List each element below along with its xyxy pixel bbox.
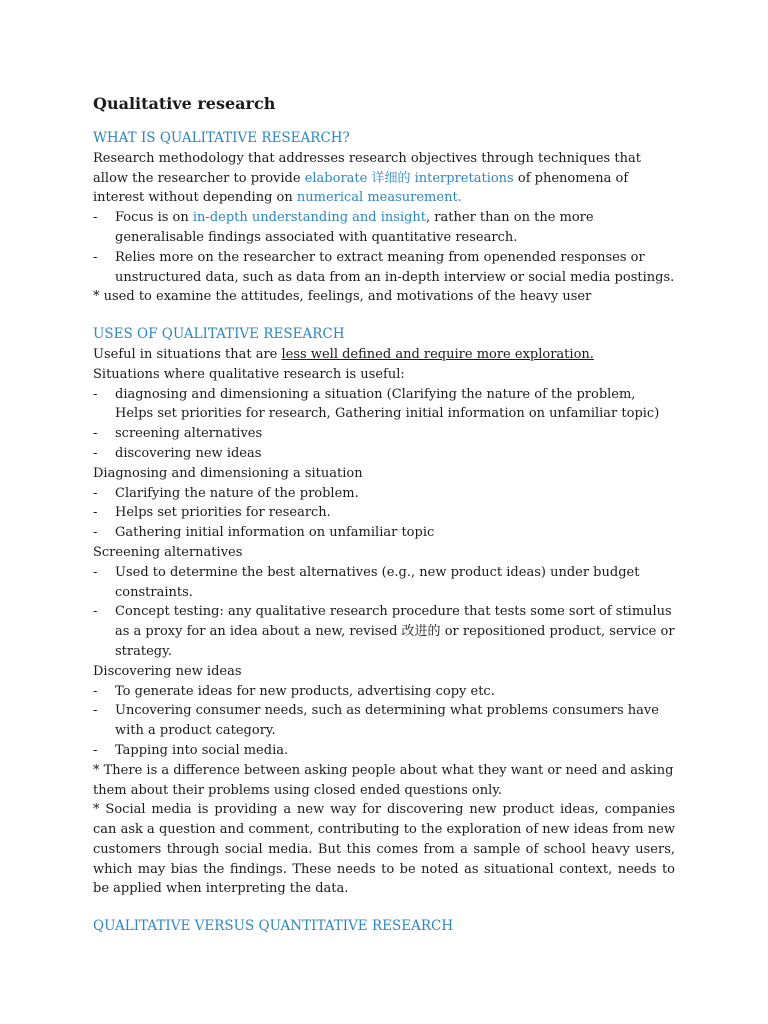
list-item <box>93 248 675 288</box>
list-item-text: To generate ideas for new products, advertising copy etc. <box>115 683 495 699</box>
situations-label: Situations where qualitative research is useful: <box>93 366 405 382</box>
uses-note-2: * Social media is providing a new way for discovering new product ideas, companies can ask a question and comment, contributing to the exploration of new ideas from new customers through social media. But this comes from a sample of school heavy users, which may bias the findings. These needs to be noted as situational context, needs to be applied when interpreting the data. <box>93 802 675 897</box>
uses-note-1: * There is a difference between asking people about what they want or need and asking them about their problems using closed ended questions only. <box>93 762 674 798</box>
page-title: Qualitative research <box>93 94 276 113</box>
list-item-text: Used to determine the best alternatives (e.g., new product ideas) under budget constraints. <box>115 564 640 600</box>
list-item-text: Gathering initial information on unfamiliar topic <box>115 525 435 541</box>
bullet-dash: - <box>93 604 98 620</box>
list-item <box>93 563 675 603</box>
list-item-text: Helps set priorities for research. <box>115 505 331 521</box>
bullet-text-part: Focus is on <box>115 210 193 226</box>
bullet-dash: - <box>93 386 98 402</box>
list-item-text: Concept testing: any qualitative research procedure that tests some sort of stimulus as a proxy for an idea about a new, revised 改进的 or repositioned product, service or strategy. <box>115 604 675 659</box>
bullet-dash: - <box>93 564 98 580</box>
bullet-highlight-indepth: in-depth understanding and insight <box>192 210 427 226</box>
screening-label: Screening alternatives <box>93 544 243 560</box>
intro-highlight-numerical: numerical measurement. <box>296 190 462 206</box>
intro-highlight-elaborate: elaborate 详细的 interpretations <box>304 170 514 186</box>
list-item-text <box>115 208 675 248</box>
list-item-text: diagnosing and dimensioning a situation (Clarifying the nature of the problem, Helps set priorities for research, Gathering initial information on unfamiliar topic) <box>115 386 660 422</box>
bullet-dash: - <box>93 249 98 265</box>
list-item-text: Relies more on the researcher to extract meaning from openended responses or unstructured data, such as data from an in-depth interview or social media postings. <box>115 249 675 285</box>
useful-prefix: Useful in situations that are <box>93 346 282 362</box>
spacer <box>93 307 675 325</box>
list-item-text: discovering new ideas <box>115 445 262 461</box>
bullet-dash: - <box>93 505 98 521</box>
what-note: * used to examine the attitudes, feelings, and motivations of the heavy user <box>93 289 592 305</box>
diagnosing-label: Diagnosing and dimensioning a situation <box>93 465 363 481</box>
bullet-dash: - <box>93 485 98 501</box>
list-item <box>93 208 675 248</box>
bullet-dash: - <box>93 525 98 541</box>
section-heading-versus: QUALITATIVE VERSUS QUANTITATIVE RESEARCH <box>93 918 454 935</box>
bullet-dash: - <box>93 445 98 461</box>
useful-underlined: less well defined and require more exploration. <box>281 346 594 362</box>
spacer <box>93 899 675 917</box>
list-item <box>93 701 675 741</box>
list-item <box>93 741 675 761</box>
list-item-text: Uncovering consumer needs, such as determining what problems consumers have with a product category. <box>115 703 659 739</box>
document-body <box>93 93 675 937</box>
list-item <box>93 682 675 702</box>
list-item-text: screening alternatives <box>115 426 263 442</box>
list-item-text: Tapping into social media. <box>115 742 289 758</box>
bullet-text-part: , rather than on the more generalisable findings associated with quantitative research. <box>115 210 594 245</box>
list-item <box>93 444 675 464</box>
bullet-dash: - <box>93 426 98 442</box>
section-heading-uses: USES OF QUALITATIVE RESEARCH <box>93 326 345 343</box>
bullet-dash: - <box>93 210 98 226</box>
list-item <box>93 424 675 444</box>
what-intro <box>93 149 675 208</box>
bullet-dash: - <box>93 703 98 719</box>
list-item <box>93 503 675 523</box>
list-item <box>93 523 675 543</box>
list-item-text: Clarifying the nature of the problem. <box>115 485 359 501</box>
intro-text-2: of phenomena of interest without depending on <box>93 170 629 206</box>
bullet-dash: - <box>93 742 98 758</box>
list-item <box>93 484 675 504</box>
discovering-label: Discovering new ideas <box>93 663 242 679</box>
list-item <box>93 602 675 661</box>
list-item <box>93 385 675 425</box>
intro-text-1: Research methodology that addresses research objectives through techniques that allow the researcher to provide <box>93 150 641 186</box>
uses-useful-line <box>93 345 675 365</box>
section-heading-what: WHAT IS QUALITATIVE RESEARCH? <box>93 130 350 146</box>
bullet-dash: - <box>93 683 98 699</box>
